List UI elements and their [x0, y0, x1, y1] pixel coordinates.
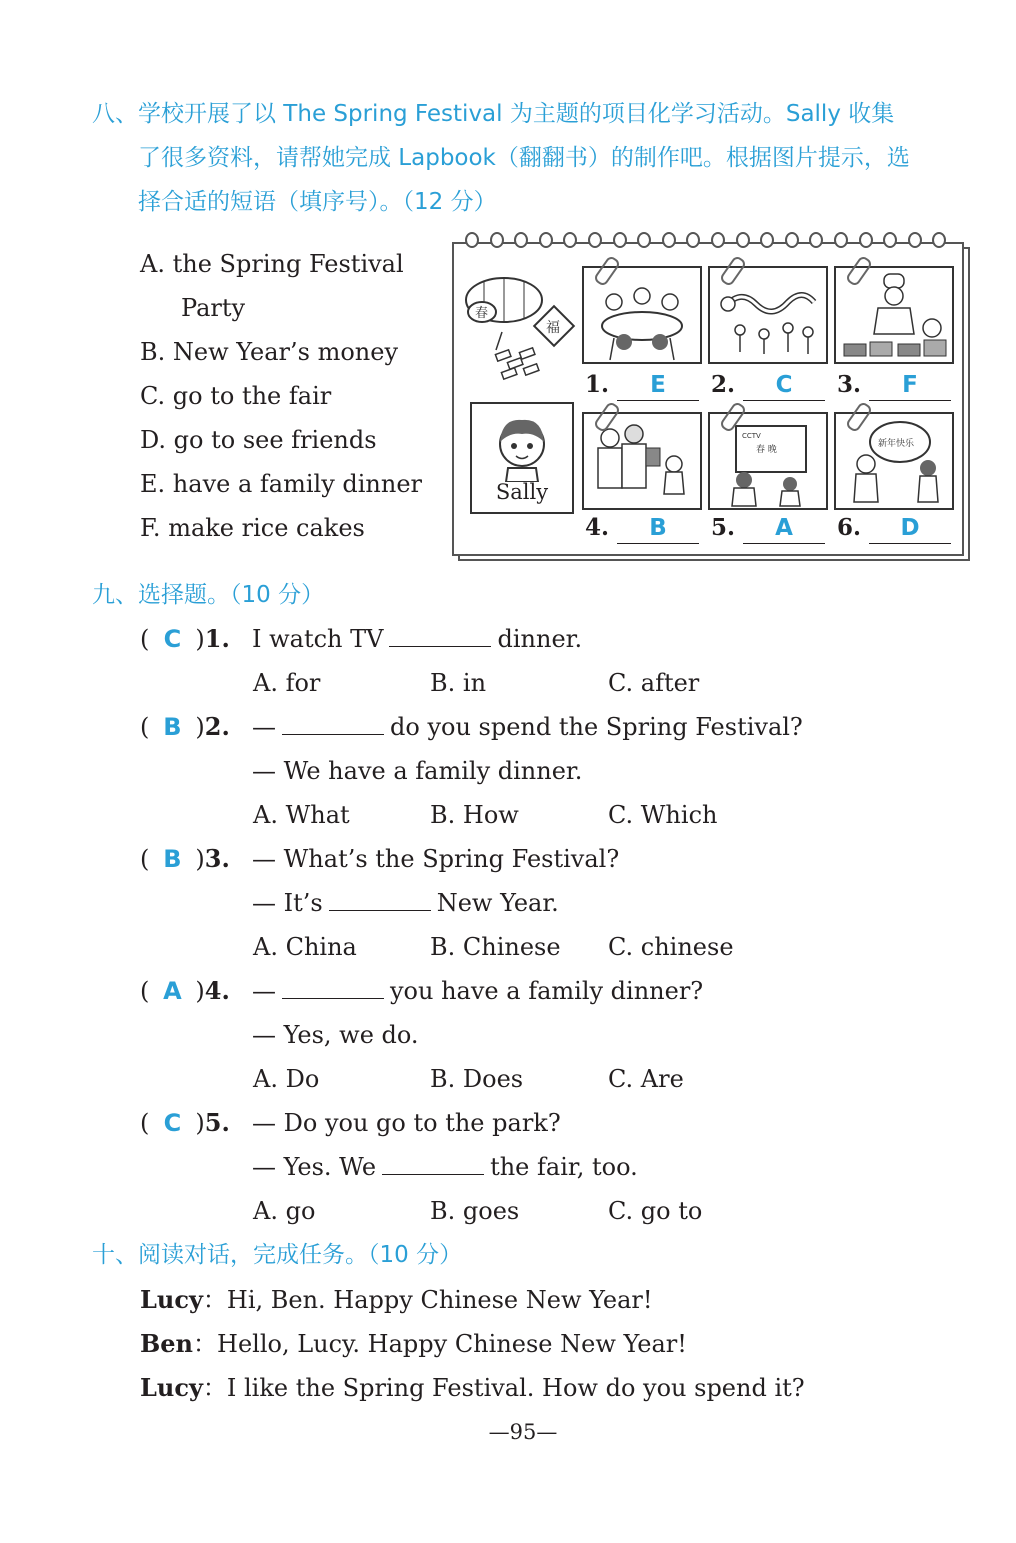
sally-label: Sally — [495, 480, 549, 504]
choice-b: B. goes — [430, 1197, 520, 1225]
option-letter: C. — [140, 382, 166, 410]
answer-letter: C — [163, 625, 182, 653]
picture-1-caption — [585, 370, 699, 401]
question-stem: — Do you go to the park? — [252, 1109, 561, 1137]
option-letter: D. — [140, 426, 167, 454]
caption-answer: A — [743, 513, 825, 544]
stem-text: I watch TV — [252, 625, 384, 653]
option-c — [140, 380, 331, 412]
stem-text: — It’s — [252, 889, 323, 917]
choice-c: C. Which — [608, 801, 718, 829]
speaker-name: Lucy — [140, 1373, 203, 1402]
section8-heading-line2: 了很多资料，请帮她完成 Lapbook（翻翻书）的制作吧。根据图片提示，选 — [138, 145, 910, 171]
answer-slot: ( B )2. — [140, 712, 230, 741]
caption-number: 2. — [711, 371, 736, 398]
question-number: 5. — [204, 1108, 230, 1137]
dialog-text: ：I like the Spring Festival. How do you spend it? — [202, 1374, 805, 1402]
choice-b: B. Does — [430, 1065, 524, 1093]
answer-slot: ( C )5. — [140, 1108, 230, 1137]
question-reply: — Yes, we do. — [252, 1021, 419, 1049]
answer-blank — [382, 1152, 484, 1175]
binder-ring-icon — [859, 232, 873, 248]
picture-2-caption — [711, 370, 825, 401]
fu-character: 福 — [546, 320, 560, 336]
answer-letter: A — [163, 977, 182, 1005]
choice-a: A. China — [253, 933, 357, 961]
answer-letter: B — [163, 845, 182, 873]
stem-text: you have a family dinner? — [390, 977, 704, 1005]
picture-3-caption — [837, 370, 951, 401]
option-a — [140, 248, 404, 280]
binder-ring-icon — [613, 232, 627, 248]
choice-b: B. Chinese — [430, 933, 561, 961]
binder-ring-icon — [834, 232, 848, 248]
answer-blank — [282, 712, 384, 735]
sally-card — [470, 402, 574, 514]
answer-blank — [329, 888, 431, 911]
choice-c: C. chinese — [608, 933, 734, 961]
stem-text: — — [252, 713, 276, 741]
dialog-line-3 — [140, 1372, 805, 1404]
caption-answer: C — [743, 370, 825, 401]
question-number: 4. — [204, 976, 230, 1005]
stem-text: New Year. — [436, 889, 559, 917]
option-b — [140, 336, 398, 368]
stem-text: — — [252, 977, 276, 1005]
option-text: make rice cakes — [168, 514, 365, 542]
option-letter: F. — [140, 514, 161, 542]
choice-c: C. go to — [608, 1197, 703, 1225]
choice-b: B. in — [430, 669, 487, 697]
question-stem: — What’s the Spring Festival? — [252, 845, 620, 873]
dialog-text: ：Hello, Lucy. Happy Chinese New Year! — [193, 1330, 687, 1358]
option-text: the Spring Festival — [172, 250, 404, 278]
stem-text: — Yes. We — [252, 1153, 377, 1181]
picture-6-caption — [837, 513, 951, 544]
question-reply — [252, 887, 559, 919]
answer-blank — [389, 624, 491, 647]
binder-ring-icon — [539, 232, 553, 248]
question-stem — [252, 623, 582, 655]
sally-portrait — [472, 404, 572, 482]
answer-blank — [282, 976, 384, 999]
caption-number: 6. — [837, 514, 862, 541]
question-number: 2. — [204, 712, 230, 741]
binder-ring-icon — [736, 232, 750, 248]
binder-ring-icon — [908, 232, 922, 248]
choice-a: A. for — [253, 669, 321, 697]
picture-4-caption — [585, 513, 699, 544]
binder-ring-icon — [588, 232, 602, 248]
option-text: New Year’s money — [172, 338, 399, 366]
tv-title: 春 晚 — [756, 445, 777, 455]
choice-a: A. go — [253, 1197, 316, 1225]
question-number: 3. — [204, 844, 230, 873]
choice-a: A. Do — [253, 1065, 320, 1093]
answer-letter: C — [163, 1109, 182, 1137]
speaker-name: Ben — [140, 1329, 194, 1358]
speaker-name: Lucy — [140, 1285, 203, 1314]
option-f — [140, 512, 365, 544]
question-reply — [252, 1151, 638, 1183]
answer-slot: ( C )1. — [140, 624, 230, 653]
option-text: go to the fair — [172, 382, 332, 410]
question-stem — [252, 975, 703, 1007]
binder-ring-icon — [490, 232, 504, 248]
caption-number: 1. — [585, 371, 610, 398]
option-letter: A. — [140, 250, 165, 278]
choice-a: A. What — [253, 801, 350, 829]
section10-heading: 十、阅读对话，完成任务。（10 分） — [92, 1242, 463, 1268]
caption-answer: B — [617, 513, 699, 544]
option-a-cont — [181, 292, 245, 324]
question-reply: — We have a family dinner. — [252, 757, 583, 785]
binder-ring-icon — [785, 232, 799, 248]
answer-slot: ( B )3. — [140, 844, 230, 873]
stem-text: the fair, too. — [490, 1153, 638, 1181]
option-e — [140, 468, 422, 500]
dialog-line-2 — [140, 1328, 687, 1360]
binder-ring-icon — [465, 232, 479, 248]
picture-5-caption — [711, 513, 825, 544]
dialog-text: ：Hi, Ben. Happy Chinese New Year! — [202, 1286, 653, 1314]
binder-ring-icon — [662, 232, 676, 248]
caption-answer: F — [869, 370, 951, 401]
page-number: —95— — [488, 1420, 558, 1444]
option-letter: E. — [140, 470, 166, 498]
caption-number: 4. — [585, 514, 610, 541]
caption-number: 5. — [711, 514, 736, 541]
caption-number: 3. — [837, 371, 862, 398]
choice-c: C. after — [608, 669, 700, 697]
section8-heading-line3: 择合适的短语（填序号）。（12 分） — [138, 189, 497, 215]
question-stem — [252, 711, 803, 743]
question-number: 1. — [204, 624, 230, 653]
caption-answer: E — [617, 370, 699, 401]
answer-slot: ( A )4. — [140, 976, 230, 1005]
choice-b: B. How — [430, 801, 519, 829]
dialog-line-1 — [140, 1284, 653, 1316]
banner-text: 新年快乐 — [878, 439, 915, 449]
option-d — [140, 424, 377, 456]
chun-character: 春 — [475, 306, 489, 321]
stem-text: do you spend the Spring Festival? — [390, 713, 803, 741]
stem-text: dinner. — [497, 625, 583, 653]
option-letter: B. — [140, 338, 166, 366]
answer-letter: B — [163, 713, 182, 741]
caption-answer: D — [869, 513, 951, 544]
option-text: have a family dinner — [172, 470, 423, 498]
spring-decorations-illustration — [462, 272, 580, 388]
binder-ring-icon — [711, 232, 725, 248]
tv-logo: CCTV — [742, 432, 761, 440]
option-text: go to see friends — [173, 426, 377, 454]
choice-c: C. Are — [608, 1065, 684, 1093]
section9-heading: 九、选择题。（10 分） — [92, 582, 325, 608]
section8-heading-line1: 八、学校开展了以 The Spring Festival 为主题的项目化学习活动。Sally 收集 — [92, 101, 895, 127]
option-text: Party — [181, 294, 246, 322]
